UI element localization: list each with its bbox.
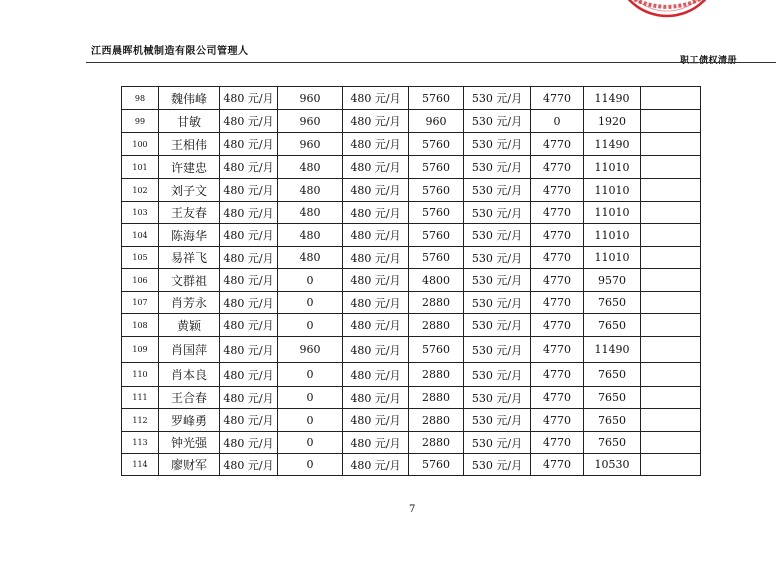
employee-name-cell: 王合春 — [159, 387, 220, 409]
amount-2-cell: 2880 — [409, 432, 464, 454]
employee-name-cell: 肖芳永 — [159, 292, 220, 314]
wage-standard-3-cell: 530 元/月 — [464, 110, 531, 133]
table-row — [122, 179, 701, 202]
total-amount-cell: 11490 — [584, 87, 641, 110]
amount-3-cell: 4770 — [531, 224, 584, 247]
table-row — [122, 202, 701, 224]
company-header: 江西晨晖机械制造有限公司管理人 — [91, 46, 249, 57]
row-number-cell: 106 — [122, 269, 159, 292]
amount-3-cell: 4770 — [531, 269, 584, 292]
row-number-cell: 98 — [122, 87, 159, 110]
remarks-cell — [641, 454, 701, 476]
wage-standard-2-cell: 480 元/月 — [343, 202, 409, 224]
amount-3-cell: 4770 — [531, 133, 584, 156]
wage-standard-3-cell: 530 元/月 — [464, 292, 531, 314]
remarks-cell — [641, 363, 701, 387]
total-amount-cell: 11010 — [584, 224, 641, 247]
wage-standard-1-cell: 480 元/月 — [220, 110, 278, 133]
total-amount-cell: 7650 — [584, 292, 641, 314]
row-number-cell: 114 — [122, 454, 159, 476]
row-number-cell: 104 — [122, 224, 159, 247]
employee-name-cell: 王友春 — [159, 202, 220, 224]
table-row — [122, 269, 701, 292]
table-row — [122, 224, 701, 247]
remarks-cell — [641, 432, 701, 454]
wage-standard-3-cell: 530 元/月 — [464, 269, 531, 292]
row-number-cell: 105 — [122, 247, 159, 269]
amount-1-cell: 480 — [278, 224, 343, 247]
employee-name-cell: 易祥飞 — [159, 247, 220, 269]
amount-1-cell: 960 — [278, 87, 343, 110]
wage-standard-1-cell: 480 元/月 — [220, 337, 278, 363]
amount-2-cell: 2880 — [409, 292, 464, 314]
row-number-cell: 111 — [122, 387, 159, 409]
table-row — [122, 432, 701, 454]
total-amount-cell: 11490 — [584, 133, 641, 156]
wage-standard-1-cell: 480 元/月 — [220, 363, 278, 387]
amount-3-cell: 4770 — [531, 179, 584, 202]
wage-standard-1-cell: 480 元/月 — [220, 179, 278, 202]
amount-3-cell: 4770 — [531, 87, 584, 110]
row-number-cell: 112 — [122, 409, 159, 432]
wage-standard-2-cell: 480 元/月 — [343, 247, 409, 269]
amount-3-cell: 4770 — [531, 314, 584, 337]
wage-standard-1-cell: 480 元/月 — [220, 387, 278, 409]
remarks-cell — [641, 387, 701, 409]
wage-standard-2-cell: 480 元/月 — [343, 87, 409, 110]
amount-3-cell: 4770 — [531, 337, 584, 363]
remarks-cell — [641, 202, 701, 224]
wage-standard-2-cell: 480 元/月 — [343, 363, 409, 387]
wage-standard-1-cell: 480 元/月 — [220, 269, 278, 292]
amount-2-cell: 2880 — [409, 387, 464, 409]
amount-2-cell: 5760 — [409, 224, 464, 247]
row-number-cell: 99 — [122, 110, 159, 133]
wage-standard-3-cell: 530 元/月 — [464, 314, 531, 337]
amount-1-cell: 0 — [278, 314, 343, 337]
wage-standard-2-cell: 480 元/月 — [343, 292, 409, 314]
employee-name-cell: 甘敏 — [159, 110, 220, 133]
table-row — [122, 409, 701, 432]
total-amount-cell: 7650 — [584, 363, 641, 387]
amount-2-cell: 960 — [409, 110, 464, 133]
wage-standard-1-cell: 480 元/月 — [220, 133, 278, 156]
amount-1-cell: 0 — [278, 387, 343, 409]
amount-2-cell: 5760 — [409, 156, 464, 179]
employee-name-cell: 廖财军 — [159, 454, 220, 476]
creditor-table — [121, 86, 701, 476]
amount-3-cell: 4770 — [531, 432, 584, 454]
wage-standard-2-cell: 480 元/月 — [343, 110, 409, 133]
amount-1-cell: 480 — [278, 247, 343, 269]
wage-standard-1-cell: 480 元/月 — [220, 202, 278, 224]
employee-name-cell: 许建忠 — [159, 156, 220, 179]
amount-2-cell: 5760 — [409, 247, 464, 269]
row-number-cell: 102 — [122, 179, 159, 202]
amount-1-cell: 480 — [278, 202, 343, 224]
remarks-cell — [641, 224, 701, 247]
amount-3-cell: 4770 — [531, 363, 584, 387]
wage-standard-2-cell: 480 元/月 — [343, 314, 409, 337]
amount-2-cell: 5760 — [409, 179, 464, 202]
total-amount-cell: 9570 — [584, 269, 641, 292]
document-title: 职工债权清册 — [680, 56, 738, 66]
total-amount-cell: 7650 — [584, 387, 641, 409]
amount-3-cell: 0 — [531, 110, 584, 133]
amount-1-cell: 0 — [278, 432, 343, 454]
remarks-cell — [641, 409, 701, 432]
wage-standard-3-cell: 530 元/月 — [464, 409, 531, 432]
amount-3-cell: 4770 — [531, 292, 584, 314]
wage-standard-1-cell: 480 元/月 — [220, 247, 278, 269]
table-row — [122, 363, 701, 387]
employee-name-cell: 文群祖 — [159, 269, 220, 292]
table-row — [122, 156, 701, 179]
employee-name-cell: 罗峰勇 — [159, 409, 220, 432]
amount-2-cell: 2880 — [409, 363, 464, 387]
row-number-cell: 108 — [122, 314, 159, 337]
red-seal-stamp — [612, 0, 722, 24]
table-row — [122, 110, 701, 133]
total-amount-cell: 7650 — [584, 409, 641, 432]
amount-2-cell: 5760 — [409, 202, 464, 224]
employee-name-cell: 钟光强 — [159, 432, 220, 454]
remarks-cell — [641, 269, 701, 292]
employee-name-cell: 陈海华 — [159, 224, 220, 247]
amount-2-cell: 2880 — [409, 409, 464, 432]
wage-standard-3-cell: 530 元/月 — [464, 432, 531, 454]
employee-name-cell: 刘子文 — [159, 179, 220, 202]
remarks-cell — [641, 247, 701, 269]
wage-standard-2-cell: 480 元/月 — [343, 432, 409, 454]
total-amount-cell: 11490 — [584, 337, 641, 363]
wage-standard-1-cell: 480 元/月 — [220, 409, 278, 432]
row-number-cell: 100 — [122, 133, 159, 156]
wage-standard-3-cell: 530 元/月 — [464, 156, 531, 179]
total-amount-cell: 7650 — [584, 314, 641, 337]
amount-1-cell: 0 — [278, 269, 343, 292]
wage-standard-3-cell: 530 元/月 — [464, 337, 531, 363]
remarks-cell — [641, 337, 701, 363]
amount-1-cell: 960 — [278, 337, 343, 363]
wage-standard-2-cell: 480 元/月 — [343, 409, 409, 432]
table-row — [122, 247, 701, 269]
amount-3-cell: 4770 — [531, 156, 584, 179]
amount-2-cell: 4800 — [409, 269, 464, 292]
amount-2-cell: 5760 — [409, 87, 464, 110]
wage-standard-2-cell: 480 元/月 — [343, 179, 409, 202]
header-rule — [86, 62, 776, 63]
table-row — [122, 87, 701, 110]
table-row — [122, 314, 701, 337]
total-amount-cell: 7650 — [584, 432, 641, 454]
total-amount-cell: 11010 — [584, 202, 641, 224]
page-number: 7 — [409, 504, 416, 515]
amount-1-cell: 0 — [278, 292, 343, 314]
wage-standard-2-cell: 480 元/月 — [343, 224, 409, 247]
row-number-cell: 101 — [122, 156, 159, 179]
row-number-cell: 110 — [122, 363, 159, 387]
employee-name-cell: 魏伟峰 — [159, 87, 220, 110]
amount-1-cell: 960 — [278, 110, 343, 133]
row-number-cell: 107 — [122, 292, 159, 314]
amount-1-cell: 960 — [278, 133, 343, 156]
amount-3-cell: 4770 — [531, 387, 584, 409]
employee-name-cell: 黄颖 — [159, 314, 220, 337]
amount-3-cell: 4770 — [531, 202, 584, 224]
wage-standard-2-cell: 480 元/月 — [343, 454, 409, 476]
wage-standard-2-cell: 480 元/月 — [343, 156, 409, 179]
wage-standard-3-cell: 530 元/月 — [464, 363, 531, 387]
remarks-cell — [641, 133, 701, 156]
remarks-cell — [641, 179, 701, 202]
wage-standard-3-cell: 530 元/月 — [464, 247, 531, 269]
wage-standard-1-cell: 480 元/月 — [220, 87, 278, 110]
row-number-cell: 113 — [122, 432, 159, 454]
wage-standard-2-cell: 480 元/月 — [343, 337, 409, 363]
table-row — [122, 133, 701, 156]
amount-3-cell: 4770 — [531, 454, 584, 476]
amount-2-cell: 5760 — [409, 133, 464, 156]
amount-3-cell: 4770 — [531, 409, 584, 432]
row-number-cell: 109 — [122, 337, 159, 363]
table-row — [122, 292, 701, 314]
amount-1-cell: 480 — [278, 156, 343, 179]
amount-2-cell: 2880 — [409, 314, 464, 337]
wage-standard-1-cell: 480 元/月 — [220, 432, 278, 454]
total-amount-cell: 11010 — [584, 156, 641, 179]
amount-1-cell: 0 — [278, 363, 343, 387]
amount-2-cell: 5760 — [409, 454, 464, 476]
wage-standard-2-cell: 480 元/月 — [343, 269, 409, 292]
wage-standard-1-cell: 480 元/月 — [220, 454, 278, 476]
employee-name-cell: 王相伟 — [159, 133, 220, 156]
table-row — [122, 387, 701, 409]
amount-3-cell: 4770 — [531, 247, 584, 269]
wage-standard-1-cell: 480 元/月 — [220, 156, 278, 179]
amount-1-cell: 0 — [278, 409, 343, 432]
remarks-cell — [641, 110, 701, 133]
amount-2-cell: 5760 — [409, 337, 464, 363]
employee-name-cell: 肖本良 — [159, 363, 220, 387]
wage-standard-3-cell: 530 元/月 — [464, 387, 531, 409]
wage-standard-3-cell: 530 元/月 — [464, 202, 531, 224]
total-amount-cell: 10530 — [584, 454, 641, 476]
wage-standard-3-cell: 530 元/月 — [464, 179, 531, 202]
wage-standard-3-cell: 530 元/月 — [464, 133, 531, 156]
wage-standard-2-cell: 480 元/月 — [343, 387, 409, 409]
wage-standard-3-cell: 530 元/月 — [464, 87, 531, 110]
remarks-cell — [641, 292, 701, 314]
table-row — [122, 337, 701, 363]
total-amount-cell: 11010 — [584, 179, 641, 202]
remarks-cell — [641, 87, 701, 110]
amount-1-cell: 0 — [278, 454, 343, 476]
wage-standard-1-cell: 480 元/月 — [220, 314, 278, 337]
wage-standard-3-cell: 530 元/月 — [464, 454, 531, 476]
total-amount-cell: 1920 — [584, 110, 641, 133]
amount-1-cell: 480 — [278, 179, 343, 202]
wage-standard-2-cell: 480 元/月 — [343, 133, 409, 156]
employee-name-cell: 肖国萍 — [159, 337, 220, 363]
row-number-cell: 103 — [122, 202, 159, 224]
table-row — [122, 454, 701, 476]
remarks-cell — [641, 314, 701, 337]
wage-standard-3-cell: 530 元/月 — [464, 224, 531, 247]
wage-standard-1-cell: 480 元/月 — [220, 292, 278, 314]
remarks-cell — [641, 156, 701, 179]
table-body — [122, 87, 701, 476]
wage-standard-1-cell: 480 元/月 — [220, 224, 278, 247]
total-amount-cell: 11010 — [584, 247, 641, 269]
